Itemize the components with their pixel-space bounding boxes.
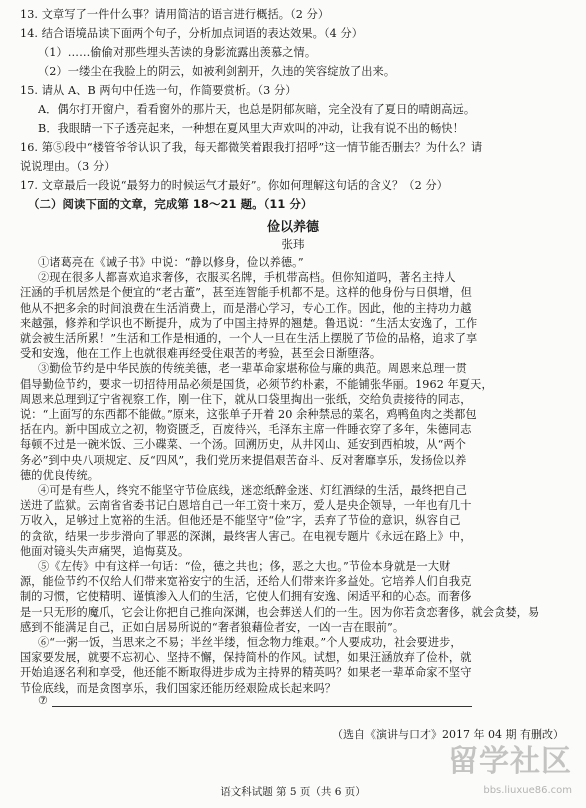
article-line: 他面对镜头失声痛哭，追悔莫及。 (20, 544, 190, 558)
article-line: 是一只无形的魔爪，它会让你把自己推向深渊，也会葬送人们的一生。因为你若贪恋奢侈，就会贪婪，易 (20, 605, 540, 619)
article-line: 来越强，修养和学识也不断提升，成为了中国主持界的翘楚。鲁迅说：“生活太安逸了，工作 (20, 316, 478, 330)
article-line: 德的优良传统。 (20, 468, 100, 482)
question-14-sentence-1: （1）……偷偷对那些埋头苦读的身影流露出羡慕之情。 (38, 46, 317, 59)
article-line: ⑥“一粥一饭，当思来之不易；半丝半缕，恒念物力维艰。”个人要成功，社会要进步， (38, 636, 462, 649)
article-line: ③勤俭节约是中华民族的传统美德，老一辈革命家堪称俭与廉的典范。周恩来总理一贯 (38, 362, 467, 376)
question-14-sentence-2: （2）一缕尘在我脸上的阴云，如被利剑割开，久违的笑容绽放了出来。 (38, 65, 396, 78)
blank-paragraph-marker: ⑦ (38, 694, 49, 707)
article-line: 务必”到中央八项规定、反“四风”，我们党历来提倡艰苦奋斗、反对奢靡享乐，发扬俭以养 (20, 453, 467, 467)
article-line: 的贪欲，结果一步步滑向了罪恶的深渊，最终害人害己。在电视专题片《永远在路上》中， (20, 529, 472, 543)
article-line: ①诸葛亮在《诫子书》中说：“静以修身，俭以养德。” (38, 256, 304, 269)
article-line: 节俭底线，而是贪图享乐，我们国家还能历经艰险成长起来吗？ (20, 681, 337, 695)
question-16-cont: 说说理由。（3 分） (20, 160, 116, 173)
article-line: ②现在很多人都喜欢追求奢侈，衣服买名牌，手机带高档。但你知道吗，著名主持人 (38, 271, 456, 285)
section-heading: （二）阅读下面的文章，完成第 18～21 题。（11 分） (28, 197, 313, 211)
question-17: 17. 文章最后一段说“最努力的时候运气才最好”。你如何理解这句话的含义？（2 分） (20, 179, 449, 192)
question-15: 15. 请从 A、B 两句中任选一句，作简要赏析。（3 分） (20, 84, 297, 97)
watermark-logo: 留学社区 (448, 744, 572, 779)
article-author: 张玮 (281, 237, 305, 251)
article-line: 送进了监狱。云南省省委书记白恩培自己一年工资十来万，爱人是央企领导，一年也有几十 (20, 499, 472, 513)
question-13: 13. 文章写了一件什么事？请用简洁的语言进行概括。（2 分） (20, 8, 330, 21)
article-line: 开始追逐名利和享受，他还能不断取得进步成为主持界的精英吗？如果老一辈革命家不坚守 (20, 666, 472, 680)
question-15-option-b: B．我眼睛一下子透亮起来，一种想在夏风里大声欢叫的冲动，让我有说不出的畅快！ (38, 122, 464, 135)
article-line: 括在内。新中国成立之初，物资匮乏，百废待兴，毛泽东主席一件睡衣穿了多年，朱德同志 (20, 423, 472, 437)
article-line: 受和安逸，他在工作上也就很难再经受住艰苦的考验，甚至会日渐堕落。 (20, 347, 382, 361)
article-line: 制的习惯，它使精明、谨慎渗入人们的生活，它使人们拥有安逸、闲适平和的心态。而奢侈 (20, 590, 472, 604)
question-16: 16. 第⑤段中“楼管爷爷认识了我，每天都微笑着跟我打招呼”这一情节能否删去？为什么？请 (20, 141, 483, 154)
article-line: 感到不能满足自己，正如白居易所说的“奢者狼藉俭者安，一凶一吉在眼前”。 (20, 620, 405, 634)
watermark-url: bbs.liuxue86.com (483, 785, 572, 796)
article-title: 俭以养德 (266, 220, 319, 235)
article-line: 国家要发展，就要不忘初心、坚持不懈，保持简朴的作风。试想，如果汪涵放弃了俭朴，就 (20, 651, 472, 665)
article-line: ④可是有些人，终究不能坚守节俭底线，迷恋纸醉金迷、灯红酒绿的生活，最终把自己 (38, 484, 467, 497)
article-line: 他从不把多余的时间浪费在生活消费上，而是潜心学习，专心工作。因此，他的主持功力越 (20, 301, 472, 315)
article-line: 万收入，足够过上宽裕的生活。但他还是不能坚守“俭”字，丢弃了节俭的意识，纵容自己 (20, 514, 461, 528)
question-15-option-a: A．偶尔打开窗户，看看窗外的那片天，也总是阴郁灰暗，完全没有了夏日的晴朗高远。 (38, 103, 476, 116)
answer-blank-line[interactable] (52, 706, 472, 707)
article-line: ⑤《左传》中有这样一句话：“俭，德之共也；侈，恶之大也。”节俭本身就是一大财 (38, 560, 451, 573)
article-line: 周恩来总理到辽宁省视察工作，刚一住下，就从口袋里掏出一张纸，交给负责接待的同志， (20, 392, 472, 406)
article-line: 每顿不过是一碗米饭、三小碟菜、一个汤。回溯历史，从井冈山、延安到西柏坡，从“两个 (20, 438, 467, 452)
article-line: 倡导勤俭节约，要求一切招待用品必须是国货，必须节约朴素，不能铺张华丽。1962 年夏天， (20, 377, 493, 391)
source-note: （选自《演讲与口才》2017 年 04 期 有删改） (332, 728, 564, 741)
article-line: 说：“上面写的东西都不能做。”原来，这张单子开着 20 余种禁忌的菜名，鸡鸭鱼肉之类都包 (20, 408, 477, 421)
page-footer: 语文科试题 第 5 页（共 6 页） (220, 786, 366, 798)
question-14: 14. 结合语境品读下面两个句子，分析加点词语的表达效果。（4 分） (20, 27, 364, 40)
article-line: 就会被生活所累！”生活和工作是相通的，一个人一旦在生活上摆脱了节俭的品格，追求了享 (20, 332, 478, 345)
article-line: 汪涵的手机居然是个便宜的“老古董”，甚至连智能手机都不是。这样的他身份与日俱增，但 (20, 286, 472, 300)
article-line: 源，能俭节约不仅给人们带来宽裕安宁的生活，还给人们带来许多益处。它培养人们自我克 (20, 575, 472, 589)
